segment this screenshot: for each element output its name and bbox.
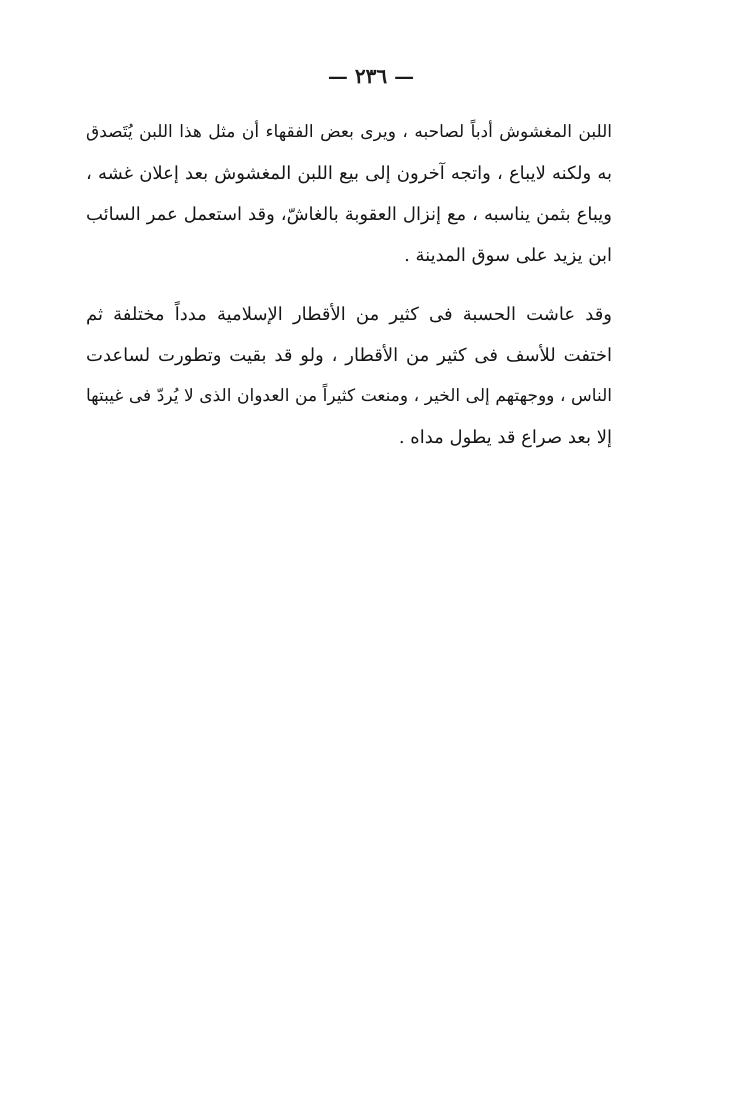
text-line: ابن يزيد على سوق المدينة . bbox=[404, 245, 612, 266]
text-line: اختفت للأسف فى كثير من الأقطار ، ولو قد بقيت وتطورت لساعدت bbox=[86, 345, 612, 366]
text-line: وقد عاشت الحسبة فى كثير من الأقطار الإسلامية مدداً مختلفة ثم bbox=[86, 304, 612, 325]
text-line: اللبن المغشوش أدباً لصاحبه ، ويرى بعض الفقهاء أن مثل هذا اللبن يُتَصدق bbox=[86, 122, 612, 142]
text-line: إلا بعد صراع قد يطول مداه . bbox=[398, 427, 612, 448]
text-line: ويباع بثمن يناسبه ، مع إنزال العقوبة بالغاشّ، وقد استعمل عمر السائب bbox=[86, 204, 612, 225]
page-number: — ٢٣٦ — bbox=[327, 64, 415, 88]
paragraph-1 bbox=[86, 112, 612, 276]
text-line: به ولكنه لايباع ، واتجه آخرون إلى بيع اللبن المغشوش بعد إعلان غشه ، bbox=[86, 163, 612, 184]
paragraph-2 bbox=[86, 294, 612, 458]
text-line: الناس ، ووجهتهم إلى الخير ، ومنعت كثيراً من العدوان الذى لا يُردّ فى غيبتها bbox=[86, 386, 612, 406]
